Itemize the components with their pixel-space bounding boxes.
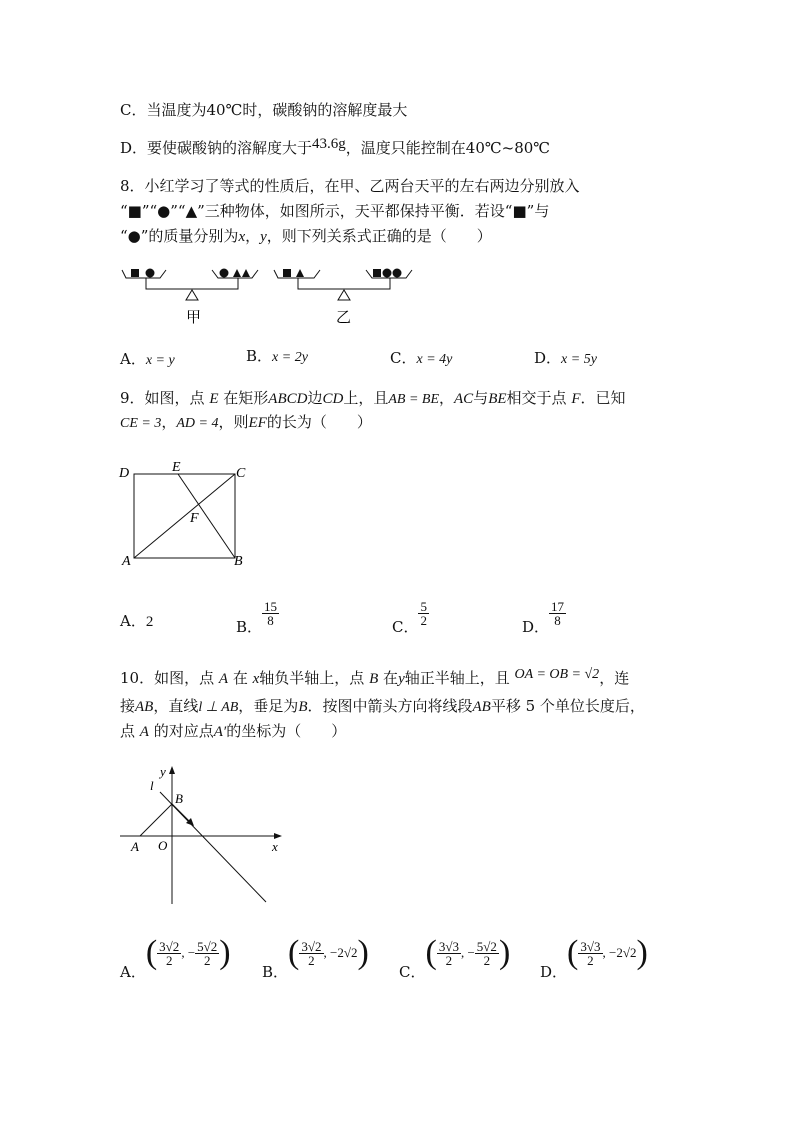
balance-jia (122, 269, 258, 327)
circle-icon (393, 269, 402, 278)
label-C: C (236, 466, 246, 481)
option-letter: B． (236, 617, 263, 636)
option-c-q7: C．当温度为40℃时，碳酸钠的溶解度最大 (120, 101, 408, 119)
var-ABCD: ABCD (268, 391, 308, 407)
q9-text: 的长为（ ） (266, 413, 372, 431)
y-arrow-icon (169, 766, 175, 774)
fraction-denominator: 8 (554, 613, 561, 628)
q9-text: 在矩形 (223, 389, 269, 407)
option-d-q7-text-b: ，温度只能控制在40℃~80℃ (345, 139, 551, 157)
label-x: x (272, 839, 278, 854)
coordinate-expr: ( $\frac{3√2}{2}$ , −2√2 ) (288, 934, 369, 971)
eq-oa-ob: OA = OB = √2 (514, 667, 600, 682)
fraction-denominator: 2 (483, 952, 491, 968)
label-yi: 乙 (336, 310, 352, 326)
fraction-numerator: 3√2 (159, 938, 180, 954)
fulcrum-icon (338, 290, 350, 300)
balance-yi (274, 269, 412, 327)
var-B: B (298, 699, 308, 715)
q9-text: 与 (473, 389, 489, 407)
option-d-q7-text-a: D．要使碳酸钠的溶解度大于 (120, 139, 313, 157)
fraction-numerator: 3√3 (580, 938, 601, 954)
q10-text: 的对应点 (153, 722, 214, 740)
circle-icon (220, 269, 229, 278)
q10-option-a (120, 934, 231, 981)
label-A: A (131, 839, 139, 854)
option-expr: x = y (145, 353, 175, 368)
var-AB: AB (135, 699, 154, 715)
option-expr: x = 4y (416, 352, 453, 367)
q10-option-b (262, 934, 369, 981)
label-A: A (122, 554, 131, 569)
segment-be (178, 474, 235, 558)
translation-arrow (172, 804, 190, 822)
q8-stem-line3-c: ，则下列关系式正确的是（ ） (266, 227, 492, 245)
option-expr: x = 5y (561, 352, 597, 367)
option-letter: A． (120, 350, 146, 368)
coordinate-y: −2√2 (330, 945, 358, 960)
option-letter: D． (540, 963, 568, 981)
var-x: x (238, 229, 246, 245)
label-l: l (150, 778, 154, 793)
q9-option-d (522, 599, 566, 636)
q8-stem-line3 (120, 226, 492, 247)
option-letter: C． (390, 349, 417, 367)
var-x: x (252, 671, 260, 687)
q8-option-b (246, 345, 308, 366)
q8-stem-line1: 8．小红学习了等式的性质后，在甲、乙两台天平的左右两边分别放入 (120, 177, 580, 195)
q9-option-a (120, 610, 153, 631)
circle-icon (383, 269, 392, 278)
q9-text: 9．如图，点 (120, 389, 205, 407)
q10-text: 平移 5 个单位长度后， (490, 697, 645, 715)
q9-text: 上，且 (343, 389, 389, 407)
q8-comma: ， (245, 227, 261, 245)
square-icon (131, 269, 139, 277)
q10-option-c (399, 934, 511, 981)
option-letter: C． (399, 963, 426, 981)
square-icon (373, 269, 381, 277)
q9-text: ， (439, 389, 455, 407)
var-y: y (398, 671, 405, 687)
q10-text: 接 (120, 697, 136, 715)
eq-perp: l ⊥ AB (198, 700, 239, 715)
var-EF: EF (248, 415, 267, 431)
q9-stem-line1 (120, 388, 626, 410)
fraction-denominator: 2 (165, 952, 173, 968)
q8-option-c (390, 347, 452, 368)
var-BE: BE (488, 391, 507, 407)
q8-stem-line2: “■”“●”“▲”三种物体，如图所示，天平都保持平衡．若设“■”与 (120, 202, 550, 220)
option-d-q7-value: 43.6g (312, 136, 346, 152)
segment-ab (140, 804, 172, 836)
var-E: E (209, 391, 219, 407)
var-A: A (218, 671, 229, 687)
q10-coordinate-figure (116, 762, 288, 908)
label-B: B (234, 554, 243, 569)
label-F: F (190, 511, 199, 526)
q10-text: ．按图中箭头方向将线段 (307, 697, 473, 715)
circle-icon (146, 269, 155, 278)
q10-text: 在 (232, 669, 248, 687)
q10-option-d (540, 934, 648, 981)
q8-stem-line3-a: “●”的质量分别为 (120, 227, 239, 245)
eq-ad: AD = 4 (176, 416, 219, 431)
eq-ab-be: AB = BE (388, 392, 439, 407)
q8-option-d (534, 347, 597, 368)
fraction-numerator: 3√2 (301, 938, 322, 954)
fulcrum-icon (186, 290, 198, 300)
fraction-denominator: 2 (203, 952, 211, 968)
coordinate-expr: ( $\frac{3√3}{2}$ , − $\frac{5√2}{2}$ ) (425, 934, 511, 971)
var-AB: AB (472, 699, 491, 715)
eq-ce: CE = 3 (120, 416, 162, 431)
triangle-icon (242, 269, 250, 277)
var-B: B (369, 671, 379, 687)
segment-ac (134, 474, 235, 558)
option-letter: B． (262, 963, 289, 981)
fraction-numerator: 5√2 (476, 938, 497, 954)
q9-text: ， (161, 413, 177, 431)
q10-text: ，直线 (153, 697, 199, 715)
coordinate-expr: ( $\frac{3√3}{2}$ , −2√2 ) (567, 934, 648, 971)
label-jia: 甲 (186, 310, 202, 326)
var-y: y (260, 229, 267, 245)
fraction-numerator: 5 (420, 599, 427, 614)
q10-stem-line2 (120, 696, 645, 718)
coordinate-expr: ( $\frac{3√2}{2}$ , − $\frac{5√2}{2}$ ) (145, 934, 231, 971)
q9-rectangle-figure (116, 458, 256, 573)
label-O: O (158, 838, 168, 853)
fraction-denominator: 2 (445, 952, 453, 968)
q10-text: 轴负半轴上，点 (259, 669, 365, 687)
q10-text: 10．如图，点 (120, 669, 215, 687)
q9-option-b (236, 599, 279, 636)
label-D: D (119, 466, 130, 481)
q9-text: ．已知 (580, 389, 626, 407)
triangle-icon (233, 269, 241, 277)
q10-text: 的坐标为（ ） (226, 722, 347, 740)
option-letter: C． (392, 617, 419, 636)
option-value: 2 (145, 614, 154, 630)
q8-balance-figure (118, 262, 418, 330)
q10-text: 在 (383, 669, 399, 687)
q10-stem-line1 (120, 668, 629, 690)
fraction-denominator: 2 (420, 613, 427, 628)
q9-option-c (392, 599, 429, 636)
fraction-numerator: 15 (264, 599, 278, 614)
fraction-denominator: 2 (308, 952, 315, 968)
q10-stem-line3 (120, 721, 346, 742)
var-A-prime: A′ (213, 724, 227, 740)
q10-text: ，垂足为 (238, 697, 299, 715)
fraction-numerator: 5√2 (197, 938, 218, 954)
var-F: F (571, 391, 581, 407)
option-letter: A． (120, 963, 146, 981)
option-letter: B． (246, 347, 273, 365)
label-y: y (160, 764, 166, 779)
q10-text: 轴正半轴上，且 (404, 669, 510, 687)
triangle-icon (296, 269, 304, 277)
q9-text: ，则 (218, 413, 249, 431)
option-d-q7 (120, 138, 550, 159)
fraction-numerator: 17 (551, 599, 565, 614)
option-letter: D． (522, 617, 550, 636)
var-CD: CD (322, 391, 344, 407)
option-expr: x = 2y (272, 350, 308, 365)
q9-text: 相交于点 (506, 389, 567, 407)
fraction-denominator: 2 (587, 952, 594, 968)
label-E: E (172, 460, 181, 475)
q10-text: 点 (120, 722, 136, 740)
label-B: B (175, 791, 183, 806)
q9-text: 边 (307, 389, 323, 407)
coordinate-y: −2√2 (609, 945, 637, 960)
option-letter: D． (534, 349, 562, 367)
square-icon (283, 269, 291, 277)
var-A: A (139, 724, 149, 740)
fraction-denominator: 8 (267, 613, 274, 628)
option-letter: A． (120, 612, 146, 630)
fraction-numerator: 3√3 (438, 938, 459, 954)
q9-stem-line2 (120, 412, 372, 434)
q8-option-a (120, 348, 175, 369)
var-AC: AC (454, 391, 474, 407)
q10-text: ，连 (599, 669, 630, 687)
